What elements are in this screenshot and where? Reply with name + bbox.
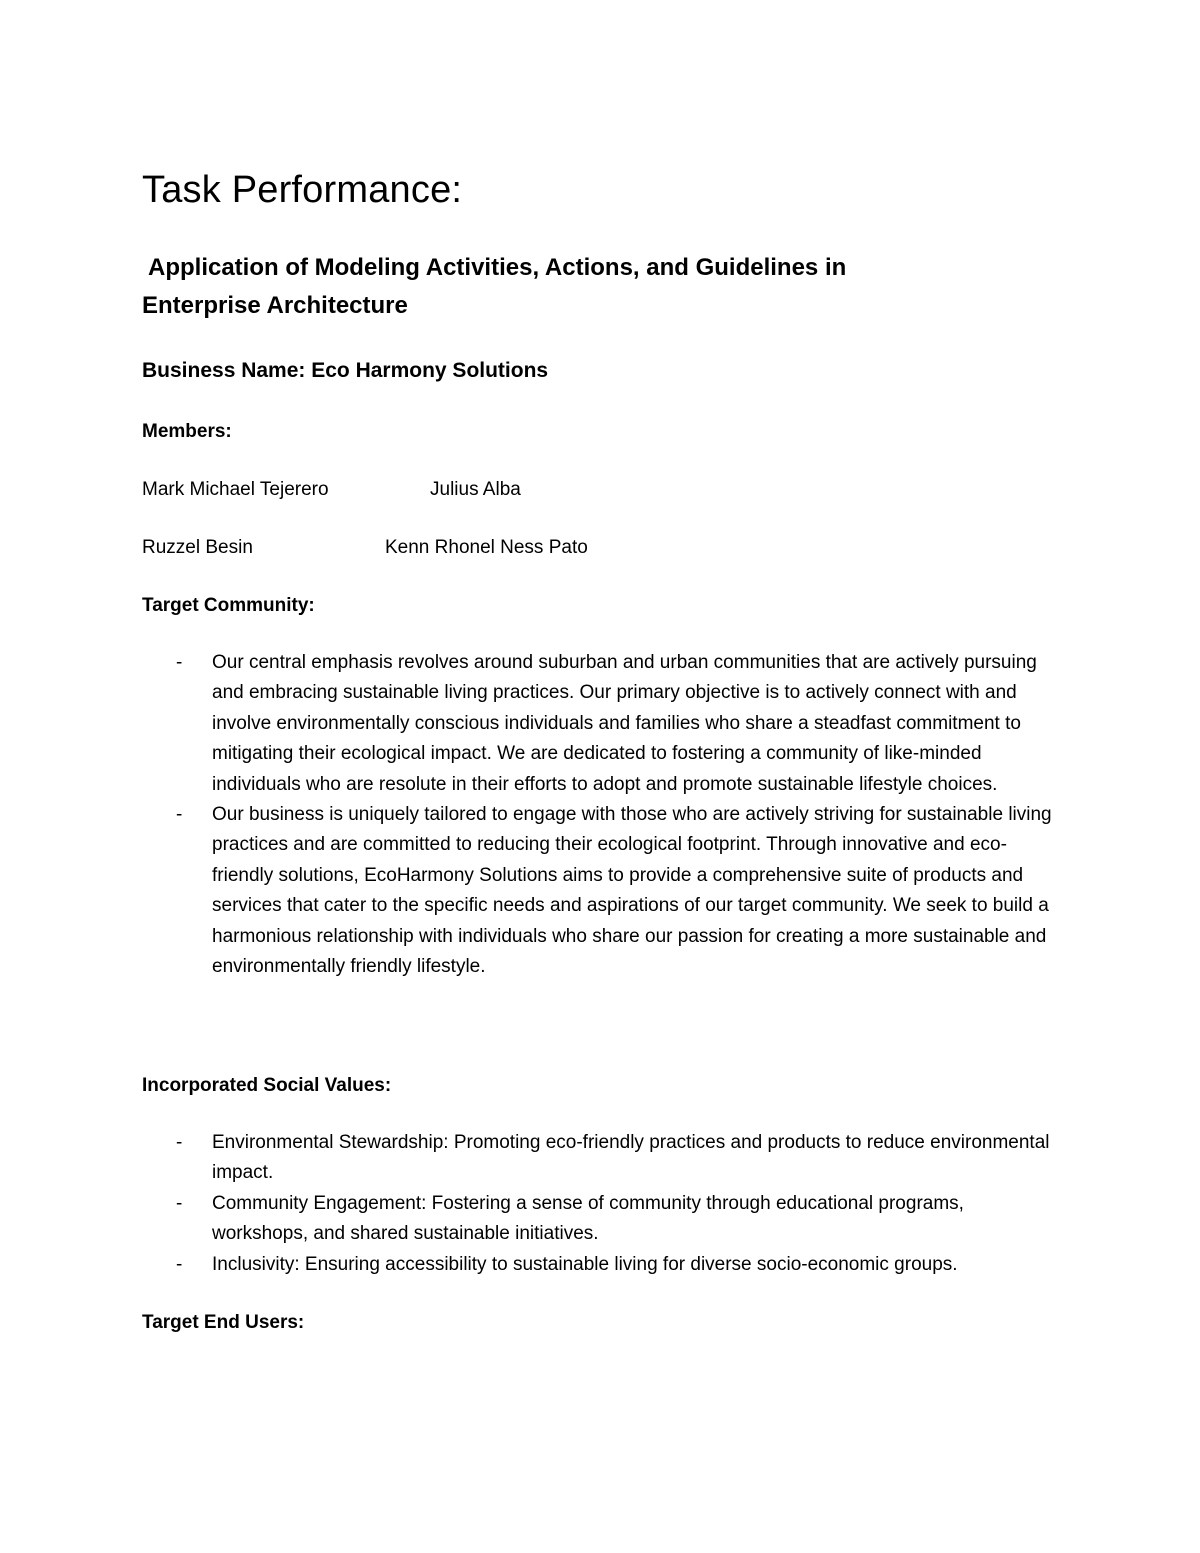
member-name: Mark Michael Tejerero	[142, 479, 329, 500]
list-item: - Our central emphasis revolves around suburban and urban communities that are actively pursuing and embracing sustainable living practices. Our primary objective is to actively connect with and involve environmentally conscious individuals and families who share a steadfast commitment to mitigating their ecological impact. We are dedicated to fostering a community of like-minded individuals who are resolute in their efforts to adopt and promote sustainable lifestyle choices.	[142, 648, 1062, 800]
subtitle-line-1: Application of Modeling Activities, Actions, and Guidelines in	[148, 254, 847, 281]
member-name: Julius Alba	[430, 479, 521, 500]
member-name: Ruzzel Besin	[142, 537, 253, 558]
list-item: - Community Engagement: Fostering a sense of community through educational programs, workshops, and shared sustainable initiatives.	[142, 1189, 1062, 1250]
list-item: - Environmental Stewardship: Promoting eco-friendly practices and products to reduce environmental impact.	[142, 1128, 1062, 1189]
document-title: Task Performance:	[142, 169, 463, 211]
list-item: - Our business is uniquely tailored to engage with those who are actively striving for sustainable living practices and are committed to reducing their ecological footprint. Through innovative and eco-friendly solutions, EcoHarmony Solutions aims to provide a comprehensive suite of products and services that cater to the specific needs and aspirations of our target community. We seek to build a harmonious relationship with individuals who share our passion for creating a more sustainable and environmentally friendly lifestyle.	[142, 800, 1062, 982]
target-community-list	[142, 648, 1062, 982]
member-name: Kenn Rhonel Ness Pato	[385, 537, 588, 558]
members-heading: Members:	[142, 421, 232, 442]
social-values-list	[142, 1128, 1062, 1280]
subtitle-line-2: Enterprise Architecture	[142, 292, 408, 319]
target-community-heading: Target Community:	[142, 595, 315, 616]
list-item: - Inclusivity: Ensuring accessibility to sustainable living for diverse socio-economic groups.	[142, 1250, 1062, 1280]
business-name: Business Name: Eco Harmony Solutions	[142, 359, 549, 382]
target-end-users-heading: Target End Users:	[142, 1312, 305, 1333]
social-values-heading: Incorporated Social Values:	[142, 1075, 392, 1096]
document-subtitle	[142, 249, 1042, 325]
